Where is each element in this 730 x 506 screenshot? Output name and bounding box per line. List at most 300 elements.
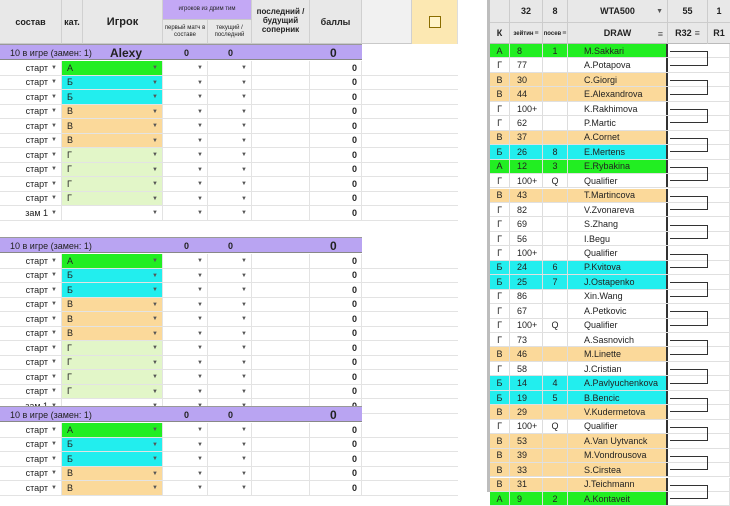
- draw-rating: 24: [510, 261, 543, 274]
- player-select[interactable]: [83, 327, 163, 341]
- draw-player-name: E.Mertens: [568, 145, 668, 158]
- kat-cell: В: [62, 134, 83, 148]
- sostav-select[interactable]: [0, 61, 62, 75]
- current-select[interactable]: [208, 423, 252, 437]
- draw-cat: Г: [490, 246, 510, 259]
- draw-seed: [543, 217, 568, 230]
- current-select[interactable]: [208, 192, 252, 206]
- chevron-down-icon: ▼: [197, 108, 203, 115]
- chevron-down-icon: ▼: [197, 272, 203, 279]
- draw-rating: 30: [510, 73, 543, 86]
- first-match-select[interactable]: [163, 298, 208, 312]
- sostav-select[interactable]: [0, 327, 62, 341]
- chevron-down-icon: ▼: [51, 137, 57, 144]
- chevron-down-icon: ▼: [152, 123, 158, 129]
- draw-seed: [543, 203, 568, 216]
- draw-cat: Б: [490, 376, 510, 389]
- bracket-line: [670, 225, 708, 239]
- sostav-select[interactable]: [0, 177, 62, 191]
- player-select[interactable]: [83, 370, 163, 384]
- col-header-igrok: [83, 0, 163, 44]
- opponent-cell: [252, 298, 310, 312]
- draw-seed: [543, 478, 568, 491]
- draw-rating: 100+: [510, 246, 543, 259]
- col-header-first: [163, 20, 208, 44]
- hdr-8: 8: [543, 0, 568, 22]
- first-match-select[interactable]: [163, 90, 208, 104]
- opponent-cell: [252, 341, 310, 355]
- team-row: [0, 423, 458, 438]
- sostav-value: старт: [25, 342, 49, 353]
- sostav-value: старт: [25, 255, 49, 266]
- player-select[interactable]: [83, 481, 163, 495]
- opponent-cell: [252, 481, 310, 495]
- current-select[interactable]: [208, 467, 252, 481]
- sostav-select[interactable]: [0, 283, 62, 297]
- chevron-down-icon: ▼: [197, 374, 203, 380]
- current-select[interactable]: [208, 341, 252, 355]
- first-match-select[interactable]: [163, 452, 208, 466]
- draw-seed: Q: [543, 174, 568, 187]
- current-select[interactable]: [208, 254, 252, 268]
- points-cell: 0: [310, 119, 362, 133]
- draw-rating: 73: [510, 333, 543, 346]
- opponent-cell: [252, 177, 310, 191]
- sostav-select[interactable]: [0, 269, 62, 283]
- kat-cell: А: [62, 254, 83, 268]
- col-header-points: [310, 0, 362, 44]
- sostav-select[interactable]: [0, 467, 62, 481]
- chevron-down-icon: ▼: [51, 373, 57, 380]
- kat-cell: [62, 206, 83, 220]
- first-match-select[interactable]: [163, 467, 208, 481]
- chevron-down-icon: ▼: [197, 456, 203, 462]
- chevron-down-icon: ▼: [241, 108, 247, 115]
- team-current-count: 0: [228, 410, 234, 420]
- col-header-kat: [62, 0, 83, 44]
- first-match-select[interactable]: [163, 206, 208, 220]
- chevron-down-icon: ▼: [241, 345, 247, 351]
- sostav-value: старт: [25, 77, 49, 88]
- sostav-select[interactable]: [0, 481, 62, 495]
- first-match-select[interactable]: [163, 148, 208, 162]
- bracket-line: [670, 167, 708, 181]
- sostav-value: старт: [25, 371, 49, 382]
- points-cell: 0: [310, 467, 362, 481]
- col-header-last: [252, 0, 310, 44]
- sostav-select[interactable]: [0, 254, 62, 268]
- current-select[interactable]: [208, 119, 252, 133]
- draw-rating: 33: [510, 463, 543, 476]
- draw-player-name: A.Petkovic: [568, 304, 668, 317]
- chevron-down-icon: ▼: [152, 388, 158, 395]
- player-select[interactable]: [83, 148, 163, 162]
- draw-cat: Б: [490, 145, 510, 158]
- first-match-select[interactable]: [163, 385, 208, 399]
- chevron-down-icon: ▼: [51, 151, 57, 158]
- sostav-select[interactable]: [0, 148, 62, 162]
- sostav-select[interactable]: [0, 356, 62, 370]
- current-select[interactable]: [208, 370, 252, 384]
- current-select[interactable]: [208, 385, 252, 399]
- first-match-select[interactable]: [163, 370, 208, 384]
- player-select[interactable]: [83, 356, 163, 370]
- current-select[interactable]: [208, 283, 252, 297]
- sostav-select[interactable]: [0, 206, 62, 220]
- checkbox[interactable]: [429, 16, 441, 28]
- hdr-seed[interactable]: [543, 22, 568, 44]
- dream-label: игроков из дрим тим: [178, 6, 236, 13]
- chevron-down-icon: ▼: [197, 137, 203, 144]
- sostav-select[interactable]: [0, 438, 62, 452]
- first-match-select[interactable]: [163, 341, 208, 355]
- player-select[interactable]: [83, 61, 163, 75]
- current-select[interactable]: [208, 134, 252, 148]
- first-match-select[interactable]: [163, 254, 208, 268]
- first-match-select[interactable]: [163, 269, 208, 283]
- current-select[interactable]: [208, 148, 252, 162]
- points-cell: 0: [310, 134, 362, 148]
- first-match-select[interactable]: [163, 283, 208, 297]
- opponent-cell: [252, 438, 310, 452]
- kat-cell: Б: [62, 283, 83, 297]
- opponent-cell: [252, 192, 310, 206]
- chevron-down-icon: ▼: [152, 427, 158, 433]
- draw-rating: 53: [510, 434, 543, 447]
- chevron-down-icon: ▼: [197, 210, 203, 216]
- sostav-value: старт: [25, 453, 49, 464]
- points-cell: 0: [310, 327, 362, 341]
- kat-cell: А: [62, 423, 83, 437]
- draw-cat: Г: [490, 333, 510, 346]
- player-select[interactable]: [83, 254, 163, 268]
- draw-cat: В: [490, 478, 510, 491]
- draw-seed: [543, 333, 568, 346]
- kat-label: кат.: [64, 16, 80, 27]
- sostav-value: старт: [25, 120, 49, 131]
- current-select[interactable]: [208, 452, 252, 466]
- player-select[interactable]: [83, 206, 163, 220]
- chevron-down-icon: ▼: [152, 485, 158, 491]
- hdr-rating[interactable]: [510, 22, 543, 44]
- draw-seed: [543, 58, 568, 71]
- player-select[interactable]: [83, 341, 163, 355]
- points-label: баллы: [320, 16, 351, 27]
- chevron-down-icon: ▼: [51, 79, 57, 86]
- bracket-line: [670, 398, 708, 412]
- points-cell: 0: [310, 163, 362, 177]
- sostav-select[interactable]: [0, 192, 62, 206]
- chevron-down-icon: ▼: [241, 166, 247, 173]
- current-select[interactable]: [208, 438, 252, 452]
- sostav-select[interactable]: [0, 312, 62, 326]
- sostav-select[interactable]: [0, 341, 62, 355]
- points-cell: 0: [310, 177, 362, 191]
- col-header-current: [208, 20, 252, 44]
- kat-cell: А: [62, 61, 83, 75]
- chevron-down-icon: ▼: [241, 427, 247, 433]
- draw-player-name: E.Alexandrova: [568, 87, 668, 100]
- hdr-32: 32: [510, 0, 543, 22]
- sostav-value: старт: [25, 270, 49, 281]
- team-header-row: [0, 237, 362, 253]
- draw-seed: Q: [543, 319, 568, 332]
- chevron-down-icon: ▼: [51, 455, 57, 462]
- draw-seed: [543, 434, 568, 447]
- draw-cat: Г: [490, 102, 510, 115]
- col-header-blank: [362, 0, 412, 44]
- hdr-r32[interactable]: [668, 22, 708, 44]
- draw-player-name: C.Giorgi: [568, 73, 668, 86]
- first-match-select[interactable]: [163, 105, 208, 119]
- chevron-down-icon: ▼: [152, 210, 158, 216]
- player-select[interactable]: [83, 105, 163, 119]
- chevron-down-icon: ▼: [241, 210, 247, 216]
- draw-player-name: I.Begu: [568, 232, 668, 245]
- chevron-down-icon: ▼: [51, 286, 57, 293]
- draw-rating: 14: [510, 376, 543, 389]
- draw-player-name: S.Cirstea: [568, 463, 668, 476]
- team-row: [0, 163, 458, 178]
- hdr-draw[interactable]: [568, 22, 668, 44]
- draw-rating: 100+: [510, 174, 543, 187]
- opponent-cell: [252, 254, 310, 268]
- sostav-select[interactable]: [0, 105, 62, 119]
- chevron-down-icon: ▼: [197, 301, 203, 308]
- player-select[interactable]: [83, 119, 163, 133]
- draw-rating: 44: [510, 87, 543, 100]
- draw-cat: Г: [490, 290, 510, 303]
- chevron-down-icon: ▼: [152, 345, 158, 351]
- points-cell: 0: [310, 148, 362, 162]
- draw-rating: 86: [510, 290, 543, 303]
- first-match-select[interactable]: [163, 327, 208, 341]
- opponent-cell: [252, 105, 310, 119]
- draw-player-name: P.Martic: [568, 116, 668, 129]
- current-select[interactable]: [208, 206, 252, 220]
- kat-cell: В: [62, 481, 83, 495]
- draw-seed: [543, 304, 568, 317]
- points-cell: 0: [310, 206, 362, 220]
- chevron-down-icon: ▼: [241, 388, 247, 395]
- current-select[interactable]: [208, 105, 252, 119]
- player-select[interactable]: [83, 192, 163, 206]
- draw-player-name: A.Pavlyuchenkova: [568, 376, 668, 389]
- draw-player-name: V.Kudermetova: [568, 405, 668, 418]
- chevron-down-icon: ▼: [152, 287, 158, 293]
- player-select[interactable]: [83, 163, 163, 177]
- chevron-down-icon: ▼: [197, 195, 203, 202]
- first-match-select[interactable]: [163, 312, 208, 326]
- current-select[interactable]: [208, 90, 252, 104]
- sostav-value: зам 1: [25, 207, 49, 218]
- opponent-cell: [252, 327, 310, 341]
- draw-cat: В: [490, 405, 510, 418]
- current-select[interactable]: [208, 481, 252, 495]
- points-cell: 0: [310, 385, 362, 399]
- team-row: [0, 105, 458, 120]
- chevron-down-icon: ▼: [241, 456, 247, 462]
- bracket-line: [670, 138, 708, 152]
- team-row: [0, 192, 458, 207]
- current-select[interactable]: [208, 312, 252, 326]
- first-match-select[interactable]: [163, 356, 208, 370]
- player-select[interactable]: [83, 385, 163, 399]
- player-select[interactable]: [83, 438, 163, 452]
- first-match-select[interactable]: [163, 61, 208, 75]
- team-row: [0, 312, 458, 327]
- sostav-select[interactable]: [0, 385, 62, 399]
- chevron-down-icon: ▼: [241, 258, 247, 264]
- player-select[interactable]: [83, 452, 163, 466]
- current-select[interactable]: [208, 356, 252, 370]
- current-select[interactable]: [208, 76, 252, 90]
- draw-cat: В: [490, 434, 510, 447]
- chevron-down-icon: ▼: [152, 65, 158, 71]
- player-select[interactable]: [83, 177, 163, 191]
- filter-icon: ≡: [534, 30, 539, 37]
- draw-cat: В: [490, 189, 510, 202]
- opponent-cell: [252, 423, 310, 437]
- chevron-down-icon: ▼: [197, 258, 203, 264]
- team-row: [0, 119, 458, 134]
- chevron-down-icon: ▼: [152, 195, 158, 202]
- draw-seed: [543, 102, 568, 115]
- first-match-select[interactable]: [163, 134, 208, 148]
- kat-cell: Г: [62, 177, 83, 191]
- team-header-row: [0, 44, 362, 60]
- draw-cat: В: [490, 131, 510, 144]
- filter-icon: ≡: [657, 29, 663, 39]
- chevron-down-icon: ▼: [197, 287, 203, 293]
- first-match-select[interactable]: [163, 76, 208, 90]
- chevron-down-icon: ▼: [51, 330, 57, 337]
- r32-label: R32: [675, 28, 692, 38]
- sostav-select[interactable]: [0, 423, 62, 437]
- player-select[interactable]: [83, 134, 163, 148]
- sostav-select[interactable]: [0, 163, 62, 177]
- chevron-down-icon: ▼: [51, 426, 57, 433]
- current-select[interactable]: [208, 298, 252, 312]
- draw-player-name: M.Linette: [568, 347, 668, 360]
- bracket-line: [670, 340, 708, 354]
- draw-cat: Б: [490, 261, 510, 274]
- hdr-wta-cell[interactable]: [568, 0, 668, 22]
- bracket-line: [670, 311, 708, 325]
- opponent-cell: [252, 90, 310, 104]
- team-title: 10 в игре (замен: 1): [10, 241, 92, 251]
- chevron-down-icon: ▼: [197, 79, 203, 86]
- player-select[interactable]: [83, 90, 163, 104]
- chevron-down-icon: ▼: [152, 94, 158, 100]
- draw-cat: Г: [490, 116, 510, 129]
- chevron-down-icon: ▼: [241, 359, 247, 366]
- sostav-select[interactable]: [0, 452, 62, 466]
- draw-seed: [543, 347, 568, 360]
- points-cell: 0: [310, 438, 362, 452]
- chevron-down-icon: ▼: [197, 345, 203, 351]
- chevron-down-icon: ▼: [51, 344, 57, 351]
- draw-player-name: A.Potapova: [568, 58, 668, 71]
- draw-player-name: A.Sasnovich: [568, 333, 668, 346]
- team-row: [0, 269, 458, 284]
- draw-rating: 39: [510, 449, 543, 462]
- points-cell: 0: [310, 61, 362, 75]
- sostav-select[interactable]: [0, 119, 62, 133]
- player-select[interactable]: [83, 312, 163, 326]
- first-match-select[interactable]: [163, 481, 208, 495]
- sostav-select[interactable]: [0, 134, 62, 148]
- sostav-select[interactable]: [0, 90, 62, 104]
- draw-player-name: M.Vondrousova: [568, 449, 668, 462]
- first-match-select[interactable]: [163, 438, 208, 452]
- player-select[interactable]: [83, 76, 163, 90]
- chevron-down-icon: ▼: [51, 359, 57, 366]
- sostav-select[interactable]: [0, 76, 62, 90]
- team-row: [0, 254, 458, 269]
- sostav-value: старт: [25, 328, 49, 339]
- current-label: текущий / последний: [214, 25, 245, 38]
- player-select[interactable]: [83, 283, 163, 297]
- team-first-count: 0: [184, 241, 190, 251]
- opponent-cell: [252, 134, 310, 148]
- chevron-down-icon: ▼: [197, 388, 203, 395]
- player-select[interactable]: [83, 269, 163, 283]
- player-select[interactable]: [83, 423, 163, 437]
- first-match-select[interactable]: [163, 163, 208, 177]
- draw-cat: В: [490, 347, 510, 360]
- draw-cat: В: [490, 73, 510, 86]
- first-match-select[interactable]: [163, 423, 208, 437]
- current-select[interactable]: [208, 163, 252, 177]
- sostav-value: старт: [25, 149, 49, 160]
- player-select[interactable]: [83, 467, 163, 481]
- bracket-line: [670, 254, 708, 268]
- team-title: 10 в игре (замен: 1): [10, 410, 92, 420]
- chevron-down-icon: ▼: [152, 152, 158, 158]
- draw-cat: Г: [490, 362, 510, 375]
- first-match-select[interactable]: [163, 177, 208, 191]
- chevron-down-icon: ▼: [241, 65, 247, 71]
- draw-seed: 1: [543, 44, 568, 57]
- team-row: [0, 283, 458, 298]
- points-cell: 0: [310, 423, 362, 437]
- player-select[interactable]: [83, 298, 163, 312]
- draw-seed: [543, 362, 568, 375]
- points-cell: 0: [310, 312, 362, 326]
- current-select[interactable]: [208, 61, 252, 75]
- sostav-select[interactable]: [0, 298, 62, 312]
- sostav-select[interactable]: [0, 370, 62, 384]
- draw-rating: 56: [510, 232, 543, 245]
- current-select[interactable]: [208, 269, 252, 283]
- first-match-select[interactable]: [163, 192, 208, 206]
- draw-player-name: P.Kvitova: [568, 261, 668, 274]
- spacer-col: [458, 0, 490, 492]
- chevron-down-icon: ▼: [197, 316, 203, 322]
- current-select[interactable]: [208, 327, 252, 341]
- wta-label: WTA500: [600, 5, 635, 16]
- chevron-down-icon: ▼: [51, 195, 57, 202]
- chevron-down-icon: ▼: [241, 287, 247, 293]
- kat-cell: Б: [62, 90, 83, 104]
- kat-cell: В: [62, 119, 83, 133]
- chevron-down-icon: ▼: [152, 301, 158, 308]
- opponent-cell: [252, 119, 310, 133]
- current-select[interactable]: [208, 177, 252, 191]
- first-match-select[interactable]: [163, 119, 208, 133]
- team-row: [0, 467, 458, 482]
